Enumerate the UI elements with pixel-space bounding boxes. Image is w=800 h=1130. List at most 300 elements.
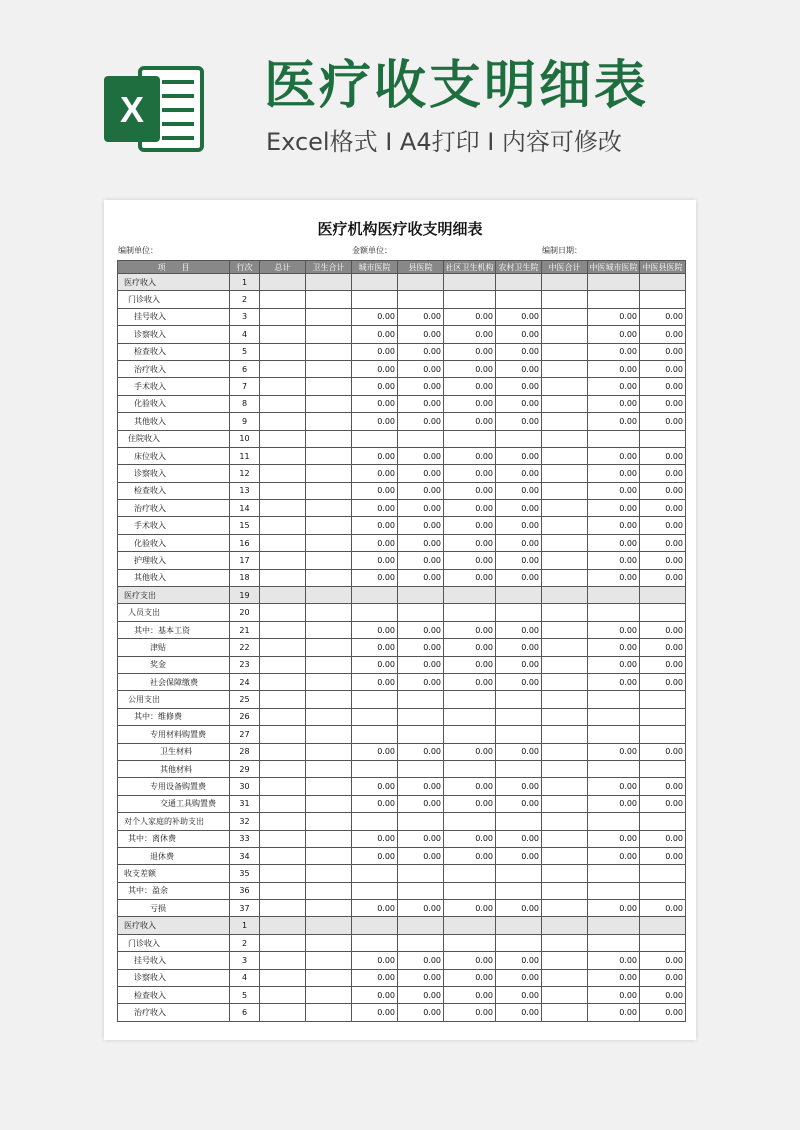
value-cell[interactable]: 0.00 [352, 465, 398, 482]
value-cell[interactable]: 0.00 [640, 969, 686, 986]
value-cell[interactable] [352, 274, 398, 291]
value-cell[interactable]: 0.00 [352, 847, 398, 864]
value-cell[interactable]: 0.00 [588, 830, 640, 847]
value-cell[interactable]: 0.00 [444, 656, 496, 673]
value-cell[interactable] [542, 708, 588, 725]
value-cell[interactable] [542, 465, 588, 482]
value-cell[interactable] [588, 726, 640, 743]
value-cell[interactable] [306, 447, 352, 464]
value-cell[interactable] [640, 726, 686, 743]
value-cell[interactable]: 0.00 [352, 778, 398, 795]
value-cell[interactable] [260, 830, 306, 847]
value-cell[interactable] [306, 517, 352, 534]
value-cell[interactable] [496, 604, 542, 621]
value-cell[interactable]: 0.00 [588, 343, 640, 360]
value-cell[interactable] [496, 865, 542, 882]
value-cell[interactable] [542, 413, 588, 430]
value-cell[interactable]: 0.00 [352, 395, 398, 412]
value-cell[interactable]: 0.00 [444, 517, 496, 534]
value-cell[interactable] [306, 326, 352, 343]
value-cell[interactable]: 0.00 [398, 552, 444, 569]
value-cell[interactable] [306, 534, 352, 551]
value-cell[interactable] [542, 274, 588, 291]
value-cell[interactable] [306, 274, 352, 291]
value-cell[interactable] [542, 604, 588, 621]
value-cell[interactable]: 0.00 [640, 987, 686, 1004]
value-cell[interactable] [588, 708, 640, 725]
value-cell[interactable]: 0.00 [496, 534, 542, 551]
value-cell[interactable] [260, 482, 306, 499]
value-cell[interactable] [260, 778, 306, 795]
value-cell[interactable]: 0.00 [588, 969, 640, 986]
value-cell[interactable] [260, 308, 306, 325]
value-cell[interactable]: 0.00 [352, 987, 398, 1004]
value-cell[interactable] [352, 934, 398, 951]
value-cell[interactable] [306, 500, 352, 517]
value-cell[interactable]: 0.00 [398, 987, 444, 1004]
value-cell[interactable]: 0.00 [588, 395, 640, 412]
value-cell[interactable]: 0.00 [444, 1004, 496, 1021]
value-cell[interactable] [306, 952, 352, 969]
value-cell[interactable] [542, 308, 588, 325]
value-cell[interactable] [444, 760, 496, 777]
value-cell[interactable]: 0.00 [588, 639, 640, 656]
value-cell[interactable] [306, 291, 352, 308]
value-cell[interactable]: 0.00 [444, 500, 496, 517]
value-cell[interactable]: 0.00 [496, 987, 542, 1004]
value-cell[interactable] [398, 726, 444, 743]
value-cell[interactable]: 0.00 [588, 534, 640, 551]
value-cell[interactable] [444, 430, 496, 447]
value-cell[interactable]: 0.00 [398, 656, 444, 673]
value-cell[interactable]: 0.00 [444, 673, 496, 690]
value-cell[interactable]: 0.00 [352, 900, 398, 917]
value-cell[interactable]: 0.00 [352, 969, 398, 986]
value-cell[interactable] [306, 430, 352, 447]
value-cell[interactable]: 0.00 [398, 395, 444, 412]
value-cell[interactable] [260, 343, 306, 360]
value-cell[interactable]: 0.00 [444, 360, 496, 377]
value-cell[interactable]: 0.00 [352, 447, 398, 464]
value-cell[interactable]: 0.00 [398, 482, 444, 499]
value-cell[interactable]: 0.00 [588, 621, 640, 638]
value-cell[interactable]: 0.00 [588, 900, 640, 917]
value-cell[interactable]: 0.00 [352, 378, 398, 395]
value-cell[interactable] [444, 934, 496, 951]
value-cell[interactable] [640, 934, 686, 951]
value-cell[interactable]: 0.00 [398, 900, 444, 917]
value-cell[interactable] [306, 413, 352, 430]
value-cell[interactable]: 0.00 [496, 482, 542, 499]
value-cell[interactable]: 0.00 [352, 552, 398, 569]
value-cell[interactable] [542, 917, 588, 934]
value-cell[interactable]: 0.00 [352, 482, 398, 499]
value-cell[interactable] [260, 378, 306, 395]
value-cell[interactable]: 0.00 [640, 360, 686, 377]
value-cell[interactable]: 0.00 [496, 413, 542, 430]
value-cell[interactable] [542, 900, 588, 917]
value-cell[interactable] [260, 917, 306, 934]
value-cell[interactable]: 0.00 [352, 830, 398, 847]
value-cell[interactable] [260, 673, 306, 690]
value-cell[interactable]: 0.00 [398, 673, 444, 690]
value-cell[interactable]: 0.00 [640, 830, 686, 847]
value-cell[interactable] [260, 987, 306, 1004]
value-cell[interactable] [306, 673, 352, 690]
value-cell[interactable]: 0.00 [398, 621, 444, 638]
value-cell[interactable]: 0.00 [444, 552, 496, 569]
value-cell[interactable] [588, 587, 640, 604]
value-cell[interactable] [306, 778, 352, 795]
value-cell[interactable]: 0.00 [352, 656, 398, 673]
value-cell[interactable]: 0.00 [444, 795, 496, 812]
value-cell[interactable] [260, 743, 306, 760]
value-cell[interactable]: 0.00 [352, 360, 398, 377]
value-cell[interactable]: 0.00 [496, 900, 542, 917]
value-cell[interactable] [542, 395, 588, 412]
value-cell[interactable] [306, 726, 352, 743]
value-cell[interactable]: 0.00 [588, 778, 640, 795]
value-cell[interactable]: 0.00 [398, 534, 444, 551]
value-cell[interactable] [444, 813, 496, 830]
value-cell[interactable] [352, 813, 398, 830]
value-cell[interactable]: 0.00 [444, 987, 496, 1004]
value-cell[interactable] [306, 465, 352, 482]
value-cell[interactable] [496, 274, 542, 291]
value-cell[interactable] [352, 865, 398, 882]
value-cell[interactable]: 0.00 [496, 621, 542, 638]
value-cell[interactable]: 0.00 [444, 447, 496, 464]
value-cell[interactable]: 0.00 [588, 1004, 640, 1021]
value-cell[interactable]: 0.00 [640, 500, 686, 517]
value-cell[interactable] [306, 987, 352, 1004]
value-cell[interactable]: 0.00 [444, 952, 496, 969]
value-cell[interactable] [444, 691, 496, 708]
value-cell[interactable] [306, 691, 352, 708]
value-cell[interactable] [260, 569, 306, 586]
value-cell[interactable] [352, 691, 398, 708]
value-cell[interactable] [542, 969, 588, 986]
value-cell[interactable]: 0.00 [496, 447, 542, 464]
value-cell[interactable] [306, 795, 352, 812]
value-cell[interactable]: 0.00 [496, 969, 542, 986]
value-cell[interactable]: 0.00 [352, 534, 398, 551]
value-cell[interactable] [306, 604, 352, 621]
value-cell[interactable] [588, 691, 640, 708]
value-cell[interactable] [444, 865, 496, 882]
value-cell[interactable]: 0.00 [444, 830, 496, 847]
value-cell[interactable] [260, 465, 306, 482]
value-cell[interactable] [542, 743, 588, 760]
value-cell[interactable] [352, 726, 398, 743]
value-cell[interactable] [496, 726, 542, 743]
value-cell[interactable] [444, 291, 496, 308]
value-cell[interactable] [496, 291, 542, 308]
value-cell[interactable]: 0.00 [398, 326, 444, 343]
value-cell[interactable] [542, 291, 588, 308]
value-cell[interactable]: 0.00 [352, 500, 398, 517]
value-cell[interactable] [542, 621, 588, 638]
value-cell[interactable] [640, 274, 686, 291]
value-cell[interactable] [542, 673, 588, 690]
value-cell[interactable] [542, 430, 588, 447]
value-cell[interactable] [398, 587, 444, 604]
value-cell[interactable] [306, 900, 352, 917]
value-cell[interactable] [260, 726, 306, 743]
value-cell[interactable]: 0.00 [444, 465, 496, 482]
value-cell[interactable] [352, 291, 398, 308]
value-cell[interactable]: 0.00 [352, 1004, 398, 1021]
value-cell[interactable]: 0.00 [588, 952, 640, 969]
value-cell[interactable]: 0.00 [640, 395, 686, 412]
value-cell[interactable] [306, 865, 352, 882]
value-cell[interactable]: 0.00 [496, 326, 542, 343]
value-cell[interactable] [260, 291, 306, 308]
value-cell[interactable]: 0.00 [496, 1004, 542, 1021]
value-cell[interactable]: 0.00 [398, 778, 444, 795]
value-cell[interactable] [306, 813, 352, 830]
value-cell[interactable] [640, 917, 686, 934]
value-cell[interactable]: 0.00 [588, 847, 640, 864]
value-cell[interactable] [588, 917, 640, 934]
value-cell[interactable] [398, 291, 444, 308]
value-cell[interactable] [444, 587, 496, 604]
value-cell[interactable]: 0.00 [496, 673, 542, 690]
value-cell[interactable] [640, 587, 686, 604]
value-cell[interactable] [542, 360, 588, 377]
value-cell[interactable] [306, 639, 352, 656]
value-cell[interactable] [542, 656, 588, 673]
value-cell[interactable] [352, 430, 398, 447]
value-cell[interactable] [306, 830, 352, 847]
value-cell[interactable]: 0.00 [444, 378, 496, 395]
value-cell[interactable] [542, 987, 588, 1004]
value-cell[interactable] [542, 534, 588, 551]
value-cell[interactable]: 0.00 [398, 378, 444, 395]
value-cell[interactable] [306, 847, 352, 864]
value-cell[interactable]: 0.00 [640, 308, 686, 325]
value-cell[interactable]: 0.00 [588, 413, 640, 430]
value-cell[interactable]: 0.00 [640, 621, 686, 638]
value-cell[interactable]: 0.00 [398, 1004, 444, 1021]
value-cell[interactable]: 0.00 [588, 795, 640, 812]
value-cell[interactable] [352, 882, 398, 899]
value-cell[interactable] [260, 395, 306, 412]
value-cell[interactable] [352, 604, 398, 621]
value-cell[interactable] [588, 430, 640, 447]
value-cell[interactable] [640, 865, 686, 882]
value-cell[interactable] [306, 395, 352, 412]
value-cell[interactable] [306, 378, 352, 395]
value-cell[interactable]: 0.00 [444, 969, 496, 986]
value-cell[interactable] [398, 760, 444, 777]
value-cell[interactable] [306, 587, 352, 604]
value-cell[interactable] [542, 569, 588, 586]
value-cell[interactable] [640, 708, 686, 725]
value-cell[interactable] [306, 552, 352, 569]
value-cell[interactable] [588, 274, 640, 291]
value-cell[interactable] [496, 760, 542, 777]
value-cell[interactable]: 0.00 [496, 743, 542, 760]
value-cell[interactable]: 0.00 [640, 1004, 686, 1021]
value-cell[interactable] [352, 917, 398, 934]
value-cell[interactable]: 0.00 [640, 482, 686, 499]
value-cell[interactable]: 0.00 [398, 639, 444, 656]
value-cell[interactable] [542, 952, 588, 969]
value-cell[interactable]: 0.00 [588, 743, 640, 760]
value-cell[interactable] [260, 604, 306, 621]
value-cell[interactable] [496, 813, 542, 830]
value-cell[interactable] [260, 934, 306, 951]
value-cell[interactable] [260, 813, 306, 830]
value-cell[interactable]: 0.00 [588, 465, 640, 482]
value-cell[interactable] [542, 778, 588, 795]
value-cell[interactable] [588, 865, 640, 882]
value-cell[interactable] [542, 500, 588, 517]
value-cell[interactable]: 0.00 [496, 778, 542, 795]
value-cell[interactable]: 0.00 [496, 308, 542, 325]
value-cell[interactable]: 0.00 [588, 482, 640, 499]
value-cell[interactable]: 0.00 [496, 847, 542, 864]
value-cell[interactable]: 0.00 [398, 500, 444, 517]
value-cell[interactable]: 0.00 [496, 830, 542, 847]
value-cell[interactable]: 0.00 [496, 517, 542, 534]
value-cell[interactable]: 0.00 [640, 378, 686, 395]
value-cell[interactable] [542, 482, 588, 499]
value-cell[interactable] [260, 500, 306, 517]
value-cell[interactable] [398, 882, 444, 899]
value-cell[interactable]: 0.00 [640, 517, 686, 534]
value-cell[interactable] [444, 604, 496, 621]
value-cell[interactable] [640, 604, 686, 621]
value-cell[interactable] [306, 1004, 352, 1021]
value-cell[interactable]: 0.00 [588, 656, 640, 673]
value-cell[interactable] [496, 430, 542, 447]
value-cell[interactable]: 0.00 [640, 552, 686, 569]
value-cell[interactable] [306, 482, 352, 499]
value-cell[interactable] [496, 882, 542, 899]
value-cell[interactable] [260, 274, 306, 291]
value-cell[interactable]: 0.00 [444, 534, 496, 551]
value-cell[interactable]: 0.00 [352, 326, 398, 343]
value-cell[interactable] [542, 639, 588, 656]
value-cell[interactable] [398, 604, 444, 621]
value-cell[interactable]: 0.00 [640, 673, 686, 690]
value-cell[interactable]: 0.00 [398, 952, 444, 969]
value-cell[interactable]: 0.00 [398, 343, 444, 360]
value-cell[interactable] [260, 1004, 306, 1021]
value-cell[interactable] [260, 795, 306, 812]
value-cell[interactable]: 0.00 [398, 413, 444, 430]
value-cell[interactable]: 0.00 [496, 569, 542, 586]
value-cell[interactable]: 0.00 [444, 743, 496, 760]
value-cell[interactable] [306, 969, 352, 986]
value-cell[interactable] [398, 865, 444, 882]
value-cell[interactable]: 0.00 [444, 569, 496, 586]
value-cell[interactable] [352, 708, 398, 725]
value-cell[interactable] [260, 900, 306, 917]
value-cell[interactable]: 0.00 [444, 900, 496, 917]
value-cell[interactable] [542, 691, 588, 708]
value-cell[interactable] [588, 934, 640, 951]
value-cell[interactable] [496, 691, 542, 708]
value-cell[interactable]: 0.00 [588, 987, 640, 1004]
value-cell[interactable] [542, 813, 588, 830]
value-cell[interactable] [444, 882, 496, 899]
value-cell[interactable] [260, 708, 306, 725]
value-cell[interactable]: 0.00 [588, 447, 640, 464]
value-cell[interactable]: 0.00 [352, 308, 398, 325]
value-cell[interactable] [398, 691, 444, 708]
value-cell[interactable] [640, 430, 686, 447]
value-cell[interactable] [260, 639, 306, 656]
value-cell[interactable] [496, 917, 542, 934]
value-cell[interactable]: 0.00 [588, 308, 640, 325]
value-cell[interactable]: 0.00 [352, 795, 398, 812]
value-cell[interactable]: 0.00 [588, 673, 640, 690]
value-cell[interactable] [260, 360, 306, 377]
value-cell[interactable]: 0.00 [352, 413, 398, 430]
value-cell[interactable]: 0.00 [352, 517, 398, 534]
value-cell[interactable]: 0.00 [496, 378, 542, 395]
value-cell[interactable] [306, 360, 352, 377]
value-cell[interactable] [398, 917, 444, 934]
value-cell[interactable]: 0.00 [496, 465, 542, 482]
value-cell[interactable] [444, 917, 496, 934]
value-cell[interactable]: 0.00 [640, 569, 686, 586]
value-cell[interactable]: 0.00 [496, 656, 542, 673]
value-cell[interactable]: 0.00 [398, 447, 444, 464]
value-cell[interactable] [260, 534, 306, 551]
value-cell[interactable]: 0.00 [398, 969, 444, 986]
value-cell[interactable] [260, 430, 306, 447]
value-cell[interactable] [398, 708, 444, 725]
value-cell[interactable] [398, 813, 444, 830]
value-cell[interactable] [260, 691, 306, 708]
value-cell[interactable]: 0.00 [588, 517, 640, 534]
value-cell[interactable]: 0.00 [496, 500, 542, 517]
value-cell[interactable] [542, 517, 588, 534]
value-cell[interactable] [542, 447, 588, 464]
value-cell[interactable] [444, 274, 496, 291]
value-cell[interactable]: 0.00 [640, 447, 686, 464]
value-cell[interactable]: 0.00 [444, 343, 496, 360]
value-cell[interactable]: 0.00 [352, 621, 398, 638]
value-cell[interactable] [542, 795, 588, 812]
value-cell[interactable]: 0.00 [352, 343, 398, 360]
value-cell[interactable] [444, 708, 496, 725]
value-cell[interactable] [260, 952, 306, 969]
value-cell[interactable]: 0.00 [588, 500, 640, 517]
value-cell[interactable] [588, 813, 640, 830]
value-cell[interactable]: 0.00 [640, 413, 686, 430]
value-cell[interactable]: 0.00 [496, 395, 542, 412]
value-cell[interactable]: 0.00 [444, 413, 496, 430]
value-cell[interactable] [260, 865, 306, 882]
value-cell[interactable] [542, 343, 588, 360]
value-cell[interactable]: 0.00 [444, 778, 496, 795]
value-cell[interactable] [496, 708, 542, 725]
value-cell[interactable]: 0.00 [398, 308, 444, 325]
value-cell[interactable]: 0.00 [444, 308, 496, 325]
value-cell[interactable]: 0.00 [398, 465, 444, 482]
value-cell[interactable]: 0.00 [640, 534, 686, 551]
value-cell[interactable]: 0.00 [444, 326, 496, 343]
value-cell[interactable] [352, 760, 398, 777]
value-cell[interactable] [444, 726, 496, 743]
value-cell[interactable] [542, 934, 588, 951]
value-cell[interactable] [260, 326, 306, 343]
